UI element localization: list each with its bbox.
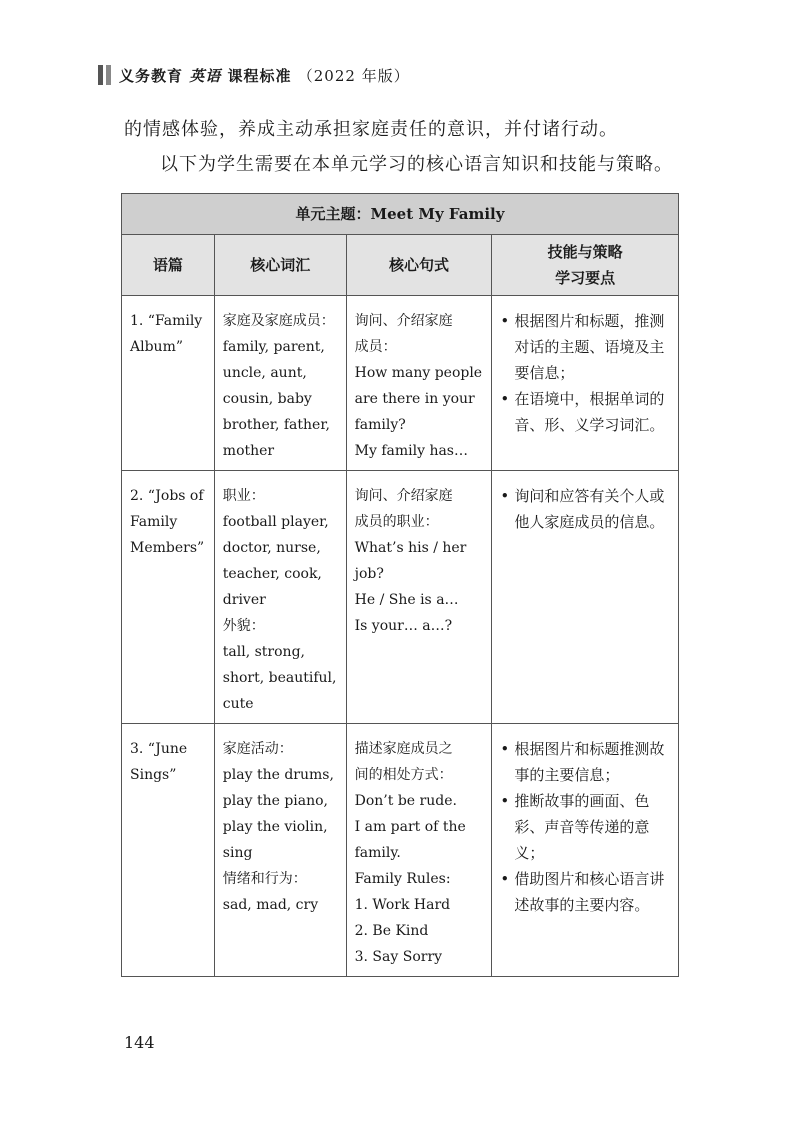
cell-line: Family <box>130 514 178 530</box>
cell-line: Don’t be rude. <box>354 793 457 809</box>
cell-line: cute <box>222 696 254 712</box>
cell-line: My family has… <box>354 443 468 459</box>
text-cell <box>122 296 215 471</box>
cell-line: brother, father, <box>222 417 330 433</box>
table-row <box>122 296 679 471</box>
cell-line: mother <box>222 443 275 459</box>
cell-line: 家庭活动： <box>222 741 293 757</box>
vocab-cell <box>214 296 346 471</box>
cell-line: play the piano, <box>222 793 329 809</box>
cell-line: What’s his / her <box>354 540 467 556</box>
skills-cell <box>492 471 679 724</box>
cell-line: How many people <box>354 365 483 381</box>
header-vocab: 核心词汇 <box>214 235 346 296</box>
cell-line: Members” <box>130 540 205 556</box>
cell-line: uncle, aunt, <box>222 365 307 381</box>
cell-line: family. <box>354 845 401 861</box>
cell-line: 询问、介绍家庭 <box>354 488 453 504</box>
cell-line: short, beautiful, <box>222 670 337 686</box>
vocab-cell <box>214 724 346 977</box>
skills-cell <box>492 724 679 977</box>
cell-line: family, parent, <box>222 339 325 355</box>
cell-line: 家庭及家庭成员： <box>222 313 335 329</box>
cell-line: 1. Work Hard <box>354 897 451 913</box>
cell-line: family? <box>354 417 406 433</box>
sentences-cell <box>346 296 492 471</box>
cell-line: play the drums, <box>222 767 334 783</box>
cell-line: play the violin, <box>222 819 328 835</box>
running-header <box>98 62 410 88</box>
cell-line: doctor, nurse, <box>222 540 321 556</box>
skill-bullet: • 询问和应答有关个人或他人家庭成员的信息。 <box>500 483 670 535</box>
skill-bullet: • 根据图片和标题，推测对话的主题、语境及主要信息； <box>500 308 670 386</box>
cell-line: driver <box>222 592 266 608</box>
cell-line: Family Rules: <box>354 871 451 887</box>
cell-line: Is your… a…? <box>354 618 453 634</box>
cell-line: cousin, baby <box>222 391 312 407</box>
skill-bullet: • 在语境中，根据单词的音、形、义学习词汇。 <box>500 386 670 438</box>
table-row <box>122 724 679 977</box>
cell-line: job? <box>354 566 384 582</box>
skills-cell <box>492 296 679 471</box>
cell-line: teacher, cook, <box>222 566 322 582</box>
cell-line: 3. Say Sorry <box>354 949 443 965</box>
cell-line: Album” <box>130 339 183 355</box>
skill-bullet: • 推断故事的画面、色彩、声音等传递的意义； <box>500 788 670 866</box>
header-text: 语篇 <box>122 235 215 296</box>
page-number: 144 <box>124 1033 155 1052</box>
paragraph-2: 以下为学生需要在本单元学习的核心语言知识和技能与策略。 <box>160 154 673 175</box>
cell-line: 间的相处方式： <box>354 767 453 783</box>
cell-line: are there in your <box>354 391 475 407</box>
cell-line: 2. Be Kind <box>354 923 429 939</box>
paragraph-1: 的情感体验，养成主动承担家庭责任的意识，并付诸行动。 <box>124 119 618 140</box>
sentences-cell <box>346 724 492 977</box>
cell-line: sad, mad, cry <box>222 897 319 913</box>
header-title: 义务教育 英语 课程标准 （2022 年版） <box>119 66 410 85</box>
header-sentences: 核心句式 <box>346 235 492 296</box>
text-cell <box>122 724 215 977</box>
table-title: 单元主题：Meet My Family <box>122 194 679 235</box>
cell-line: football player, <box>222 514 329 530</box>
cell-line: He / She is a… <box>354 592 459 608</box>
cell-line: 成员： <box>354 339 397 355</box>
table-row <box>122 471 679 724</box>
vocab-cell <box>214 471 346 724</box>
cell-line: 询问、介绍家庭 <box>354 313 453 329</box>
cell-line: 2. “Jobs of <box>130 488 204 504</box>
header-skills: 技能与策略 学习要点 <box>492 235 679 296</box>
cell-line: tall, strong, <box>222 644 305 660</box>
skill-bullet: • 借助图片和核心语言讲述故事的主要内容。 <box>500 866 670 918</box>
cell-line: 3. “June <box>130 741 188 757</box>
cell-line: 外貌： <box>222 618 265 634</box>
cell-line: sing <box>222 845 253 861</box>
cell-line: 1. “Family <box>130 313 203 329</box>
header-bars-icon <box>98 65 111 85</box>
skill-bullet: • 根据图片和标题推测故事的主要信息； <box>500 736 670 788</box>
cell-line: 成员的职业： <box>354 514 439 530</box>
cell-line: 情绪和行为： <box>222 871 307 887</box>
cell-line: 职业： <box>222 488 265 504</box>
text-cell <box>122 471 215 724</box>
cell-line: Sings” <box>130 767 177 783</box>
unit-table <box>121 193 679 977</box>
cell-line: I am part of the <box>354 819 466 835</box>
sentences-cell <box>346 471 492 724</box>
cell-line: 描述家庭成员之 <box>354 741 453 757</box>
